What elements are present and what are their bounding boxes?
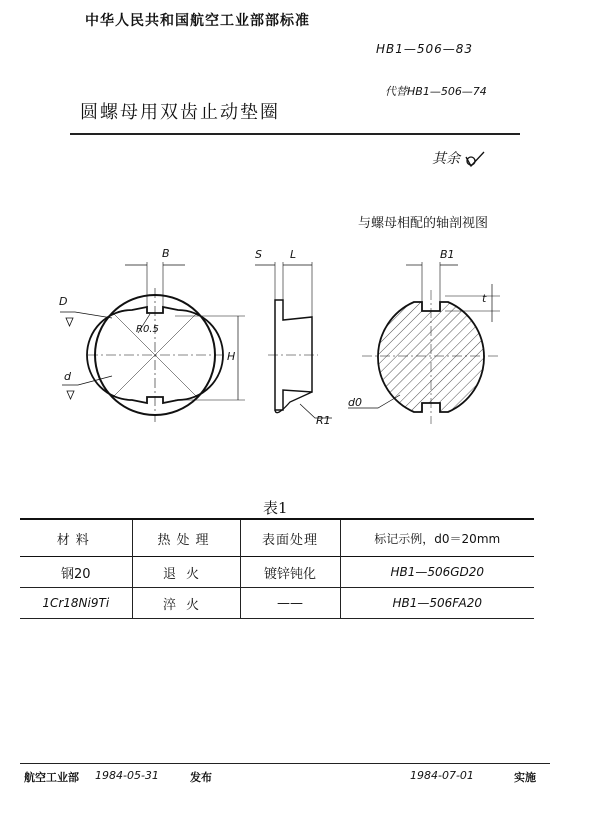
washer-drawing — [0, 240, 600, 440]
shaft-section-caption: 与螺母相配的轴剖视图 — [358, 216, 489, 231]
roughness-symbol-icon — [464, 150, 488, 168]
footer-effective-label: 实施 — [514, 771, 536, 784]
label-S: S — [255, 248, 262, 261]
table-title: 表1 — [263, 499, 288, 517]
label-H: H — [227, 350, 236, 363]
cell-surface-treatment: 镀锌钝化 — [240, 557, 340, 588]
footer-issue-date: 1984-05-31 — [95, 769, 159, 782]
cell-material: 1Cr18Ni9Ti — [42, 596, 110, 610]
roughness-text: 其余 — [432, 151, 460, 167]
cell-material: 钢20 — [60, 566, 91, 582]
header-heat-treatment: 热处理 — [132, 519, 240, 557]
table-row — [20, 557, 534, 588]
replaces-note: 代替HB1—506—74 — [385, 85, 487, 98]
shaft-section-view — [348, 262, 500, 424]
washer-front-view — [60, 262, 245, 422]
footer-rule — [20, 763, 550, 764]
header-marking-example: 标记示例，d0＝20mm — [340, 519, 534, 557]
label-L: L — [290, 248, 297, 261]
washer-side-view — [255, 262, 332, 418]
standard-number: HB1—506—83 — [376, 42, 474, 56]
label-t: t — [482, 292, 487, 305]
label-B: B — [162, 247, 170, 260]
label-d0: d0 — [348, 396, 362, 409]
label-R0.5: R0.5 — [136, 324, 159, 335]
footer-effective-date: 1984-07-01 — [410, 769, 474, 782]
cell-heat-treatment: 退火 — [132, 557, 240, 588]
label-R1: R1 — [316, 414, 331, 427]
ministry-standard-title: 中华人民共和国航空工业部部标准 — [85, 13, 310, 29]
table-row — [20, 588, 534, 619]
cell-marking: HB1—506FA20 — [340, 588, 534, 619]
header-material: 材料 — [56, 532, 95, 548]
label-B1: B1 — [440, 248, 455, 261]
footer-issuer: 航空工业部 — [24, 771, 79, 784]
header-surface-treatment: 表面处理 — [240, 519, 340, 557]
cell-surface-treatment: —— — [240, 588, 340, 619]
table-header-row — [20, 519, 534, 557]
cell-marking: HB1—506GD20 — [340, 557, 534, 588]
roughness-note — [432, 148, 488, 168]
label-d: d — [64, 370, 71, 383]
spec-table — [20, 518, 534, 619]
label-D: D — [59, 295, 68, 308]
title-rule — [70, 133, 520, 135]
footer-issue-label: 发布 — [190, 771, 212, 784]
cell-heat-treatment: 淬火 — [132, 588, 240, 619]
document-title: 圆螺母用双齿止动垫圈 — [80, 102, 280, 123]
